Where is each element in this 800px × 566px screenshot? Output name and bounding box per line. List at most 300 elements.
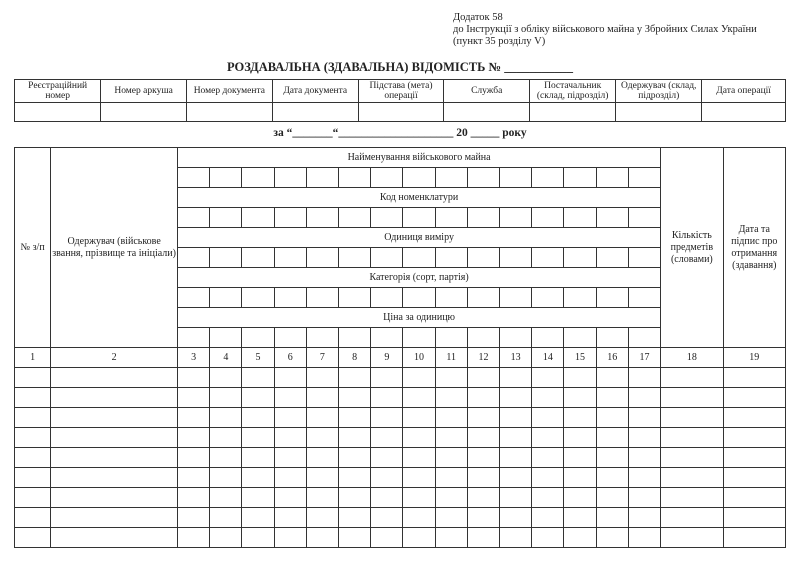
table-cell[interactable] bbox=[15, 388, 51, 408]
table-cell[interactable] bbox=[596, 528, 628, 548]
column-number: 14 bbox=[532, 348, 564, 368]
col-quantity-header: Кількість предметів (словами) bbox=[661, 148, 723, 348]
table-cell[interactable] bbox=[500, 388, 532, 408]
band-sub-cell[interactable] bbox=[435, 208, 467, 228]
table-cell[interactable] bbox=[15, 368, 51, 388]
band-sub-cell[interactable] bbox=[435, 288, 467, 308]
table-cell[interactable] bbox=[178, 388, 210, 408]
table-cell[interactable] bbox=[435, 408, 467, 428]
table-cell[interactable] bbox=[210, 448, 242, 468]
band-sub-cell[interactable] bbox=[242, 328, 274, 348]
band-sub-cell[interactable] bbox=[274, 248, 306, 268]
table-row[interactable] bbox=[15, 508, 786, 528]
annex-line-3: (пункт 35 розділу V) bbox=[453, 36, 546, 47]
band-label: Категорія (сорт, партія) bbox=[178, 268, 661, 288]
table-cell[interactable] bbox=[532, 488, 564, 508]
table-cell[interactable] bbox=[51, 508, 178, 528]
table-cell[interactable] bbox=[178, 488, 210, 508]
table-cell[interactable] bbox=[210, 468, 242, 488]
band-sub-cell[interactable] bbox=[435, 168, 467, 188]
table-cell[interactable] bbox=[661, 468, 723, 488]
table-cell[interactable] bbox=[178, 468, 210, 488]
band-sub-cell[interactable] bbox=[371, 208, 403, 228]
band-sub-cell[interactable] bbox=[210, 168, 242, 188]
table-cell[interactable] bbox=[467, 528, 499, 548]
table-cell[interactable] bbox=[532, 368, 564, 388]
column-number: 12 bbox=[467, 348, 499, 368]
table-cell[interactable] bbox=[178, 428, 210, 448]
band-sub-cell[interactable] bbox=[628, 248, 660, 268]
table-cell[interactable] bbox=[274, 528, 306, 548]
table-cell[interactable] bbox=[467, 408, 499, 428]
table-cell[interactable] bbox=[403, 508, 435, 528]
document-title: РОЗДАВАЛЬНА (ЗДАВАЛЬНА) ВІДОМІСТЬ № ___________ bbox=[227, 60, 573, 74]
table-cell[interactable] bbox=[51, 388, 178, 408]
column-number: 19 bbox=[723, 348, 785, 368]
table-cell[interactable] bbox=[242, 368, 274, 388]
band-sub-cell[interactable] bbox=[178, 328, 210, 348]
table-cell[interactable] bbox=[467, 428, 499, 448]
table-cell[interactable] bbox=[371, 528, 403, 548]
table-cell[interactable] bbox=[661, 448, 723, 468]
table-cell[interactable] bbox=[51, 468, 178, 488]
table-cell[interactable] bbox=[564, 428, 596, 448]
band-sub-cell[interactable] bbox=[242, 208, 274, 228]
table-cell[interactable] bbox=[723, 528, 785, 548]
annex-line-2: до Інструкції з обліку військового майна у Збройних Силах України bbox=[453, 24, 757, 35]
table-cell[interactable] bbox=[15, 448, 51, 468]
header-entry-cell[interactable] bbox=[186, 103, 272, 122]
table-row[interactable] bbox=[15, 468, 786, 488]
table-cell[interactable] bbox=[178, 528, 210, 548]
header-entry-cell[interactable] bbox=[444, 103, 530, 122]
table-cell[interactable] bbox=[532, 448, 564, 468]
table-cell[interactable] bbox=[242, 448, 274, 468]
table-cell[interactable] bbox=[500, 428, 532, 448]
table-cell[interactable] bbox=[500, 448, 532, 468]
table-cell[interactable] bbox=[51, 528, 178, 548]
table-cell[interactable] bbox=[210, 508, 242, 528]
band-sub-cell[interactable] bbox=[564, 288, 596, 308]
table-cell[interactable] bbox=[723, 468, 785, 488]
table-cell[interactable] bbox=[274, 368, 306, 388]
table-cell[interactable] bbox=[403, 488, 435, 508]
column-number: 18 bbox=[661, 348, 723, 368]
table-cell[interactable] bbox=[564, 368, 596, 388]
table-cell[interactable] bbox=[723, 428, 785, 448]
header-entry-cell[interactable] bbox=[358, 103, 444, 122]
table-cell[interactable] bbox=[371, 428, 403, 448]
table-cell[interactable] bbox=[500, 408, 532, 428]
header-entry-cell[interactable] bbox=[101, 103, 187, 122]
table-cell[interactable] bbox=[564, 408, 596, 428]
table-cell[interactable] bbox=[339, 508, 371, 528]
band-sub-cell[interactable] bbox=[628, 168, 660, 188]
table-cell[interactable] bbox=[596, 388, 628, 408]
band-sub-cell[interactable] bbox=[371, 328, 403, 348]
table-cell[interactable] bbox=[661, 408, 723, 428]
column-number: 8 bbox=[339, 348, 371, 368]
table-cell[interactable] bbox=[628, 468, 660, 488]
column-numbers-row bbox=[15, 348, 786, 368]
header-col-op-date: Дата операції bbox=[702, 80, 786, 103]
table-cell[interactable] bbox=[403, 528, 435, 548]
table-cell[interactable] bbox=[306, 428, 338, 448]
table-cell[interactable] bbox=[500, 528, 532, 548]
table-cell[interactable] bbox=[723, 448, 785, 468]
table-cell[interactable] bbox=[500, 508, 532, 528]
table-cell[interactable] bbox=[242, 468, 274, 488]
table-cell[interactable] bbox=[564, 528, 596, 548]
table-cell[interactable] bbox=[339, 488, 371, 508]
table-cell[interactable] bbox=[274, 468, 306, 488]
band-sub-cell[interactable] bbox=[339, 328, 371, 348]
table-cell[interactable] bbox=[532, 428, 564, 448]
table-cell[interactable] bbox=[371, 488, 403, 508]
band-sub-cell[interactable] bbox=[532, 248, 564, 268]
band-sub-cell[interactable] bbox=[500, 288, 532, 308]
table-cell[interactable] bbox=[178, 368, 210, 388]
table-cell[interactable] bbox=[596, 488, 628, 508]
table-cell[interactable] bbox=[371, 388, 403, 408]
table-cell[interactable] bbox=[596, 368, 628, 388]
table-cell[interactable] bbox=[274, 408, 306, 428]
band-sub-cell[interactable] bbox=[467, 168, 499, 188]
column-number: 16 bbox=[596, 348, 628, 368]
table-cell[interactable] bbox=[210, 488, 242, 508]
table-cell[interactable] bbox=[628, 428, 660, 448]
band-sub-cell[interactable] bbox=[564, 248, 596, 268]
band-sub-cell[interactable] bbox=[403, 288, 435, 308]
column-number: 9 bbox=[371, 348, 403, 368]
band-sub-cell[interactable] bbox=[403, 168, 435, 188]
table-cell[interactable] bbox=[628, 508, 660, 528]
table-cell[interactable] bbox=[242, 388, 274, 408]
column-number: 15 bbox=[564, 348, 596, 368]
table-cell[interactable] bbox=[467, 508, 499, 528]
main-header-row bbox=[15, 148, 786, 168]
header-entry-cell[interactable] bbox=[702, 103, 786, 122]
table-cell[interactable] bbox=[435, 508, 467, 528]
table-cell[interactable] bbox=[723, 508, 785, 528]
band-sub-cell[interactable] bbox=[532, 328, 564, 348]
band-sub-cell[interactable] bbox=[371, 248, 403, 268]
band-sub-cell[interactable] bbox=[371, 168, 403, 188]
table-cell[interactable] bbox=[564, 468, 596, 488]
table-cell[interactable] bbox=[723, 368, 785, 388]
table-cell[interactable] bbox=[339, 428, 371, 448]
table-cell[interactable] bbox=[178, 448, 210, 468]
band-sub-cell[interactable] bbox=[178, 248, 210, 268]
band-sub-cell[interactable] bbox=[500, 328, 532, 348]
band-sub-cell[interactable] bbox=[435, 248, 467, 268]
table-cell[interactable] bbox=[306, 408, 338, 428]
table-cell[interactable] bbox=[435, 428, 467, 448]
table-cell[interactable] bbox=[403, 468, 435, 488]
column-number: 2 bbox=[51, 348, 178, 368]
table-cell[interactable] bbox=[435, 528, 467, 548]
table-cell[interactable] bbox=[371, 508, 403, 528]
column-number: 5 bbox=[242, 348, 274, 368]
table-cell[interactable] bbox=[274, 508, 306, 528]
table-cell[interactable] bbox=[274, 488, 306, 508]
table-cell[interactable] bbox=[210, 388, 242, 408]
table-cell[interactable] bbox=[467, 448, 499, 468]
band-sub-cell[interactable] bbox=[339, 208, 371, 228]
band-sub-cell[interactable] bbox=[178, 168, 210, 188]
band-sub-cell[interactable] bbox=[210, 288, 242, 308]
table-cell[interactable] bbox=[306, 388, 338, 408]
band-label: Ціна за одиницю bbox=[178, 308, 661, 328]
col-signature-header: Дата та підпис про отримання (здавання) bbox=[723, 148, 785, 348]
table-cell[interactable] bbox=[306, 488, 338, 508]
table-cell[interactable] bbox=[15, 508, 51, 528]
table-cell[interactable] bbox=[723, 488, 785, 508]
table-cell[interactable] bbox=[339, 468, 371, 488]
annex-note bbox=[453, 12, 757, 48]
table-cell[interactable] bbox=[274, 388, 306, 408]
table-cell[interactable] bbox=[242, 428, 274, 448]
table-cell[interactable] bbox=[532, 508, 564, 528]
band-sub-cell[interactable] bbox=[306, 288, 338, 308]
table-cell[interactable] bbox=[15, 528, 51, 548]
band-sub-cell[interactable] bbox=[467, 248, 499, 268]
table-cell[interactable] bbox=[371, 408, 403, 428]
band-sub-cell[interactable] bbox=[596, 208, 628, 228]
header-entry-cell[interactable] bbox=[272, 103, 358, 122]
table-cell[interactable] bbox=[210, 368, 242, 388]
band-sub-cell[interactable] bbox=[532, 168, 564, 188]
table-cell[interactable] bbox=[339, 408, 371, 428]
band-sub-cell[interactable] bbox=[500, 168, 532, 188]
table-cell[interactable] bbox=[661, 368, 723, 388]
table-row[interactable] bbox=[15, 488, 786, 508]
table-cell[interactable] bbox=[339, 528, 371, 548]
band-sub-cell[interactable] bbox=[532, 208, 564, 228]
table-cell[interactable] bbox=[403, 428, 435, 448]
table-cell[interactable] bbox=[51, 448, 178, 468]
band-sub-cell[interactable] bbox=[403, 248, 435, 268]
table-cell[interactable] bbox=[339, 388, 371, 408]
header-table-labels bbox=[15, 80, 786, 103]
band-sub-cell[interactable] bbox=[435, 328, 467, 348]
table-row[interactable] bbox=[15, 388, 786, 408]
band-sub-cell[interactable] bbox=[306, 208, 338, 228]
table-cell[interactable] bbox=[661, 488, 723, 508]
band-sub-cell[interactable] bbox=[274, 328, 306, 348]
band-sub-cell[interactable] bbox=[274, 168, 306, 188]
table-cell[interactable] bbox=[51, 488, 178, 508]
table-cell[interactable] bbox=[628, 488, 660, 508]
table-cell[interactable] bbox=[242, 508, 274, 528]
column-number: 7 bbox=[306, 348, 338, 368]
table-row[interactable] bbox=[15, 528, 786, 548]
table-cell[interactable] bbox=[210, 528, 242, 548]
header-entry-cell[interactable] bbox=[530, 103, 616, 122]
table-cell[interactable] bbox=[242, 488, 274, 508]
table-cell[interactable] bbox=[403, 388, 435, 408]
table-cell[interactable] bbox=[532, 528, 564, 548]
table-row[interactable] bbox=[15, 408, 786, 428]
band-sub-cell[interactable] bbox=[274, 288, 306, 308]
band-sub-cell[interactable] bbox=[628, 208, 660, 228]
table-cell[interactable] bbox=[306, 448, 338, 468]
table-cell[interactable] bbox=[564, 448, 596, 468]
table-cell[interactable] bbox=[596, 468, 628, 488]
band-sub-cell[interactable] bbox=[339, 288, 371, 308]
band-sub-cell[interactable] bbox=[467, 208, 499, 228]
band-sub-cell[interactable] bbox=[274, 208, 306, 228]
band-sub-cell[interactable] bbox=[306, 168, 338, 188]
header-entry-cell[interactable] bbox=[15, 103, 101, 122]
table-cell[interactable] bbox=[15, 488, 51, 508]
table-cell[interactable] bbox=[306, 528, 338, 548]
table-cell[interactable] bbox=[210, 408, 242, 428]
table-cell[interactable] bbox=[564, 508, 596, 528]
table-cell[interactable] bbox=[435, 368, 467, 388]
table-cell[interactable] bbox=[564, 488, 596, 508]
table-cell[interactable] bbox=[467, 368, 499, 388]
table-cell[interactable] bbox=[532, 468, 564, 488]
table-cell[interactable] bbox=[51, 408, 178, 428]
table-cell[interactable] bbox=[51, 428, 178, 448]
table-cell[interactable] bbox=[15, 428, 51, 448]
band-sub-cell[interactable] bbox=[210, 208, 242, 228]
table-cell[interactable] bbox=[500, 488, 532, 508]
band-sub-cell[interactable] bbox=[371, 288, 403, 308]
header-col-supplier: Постачальник (склад, підрозділ) bbox=[530, 80, 616, 103]
band-sub-cell[interactable] bbox=[564, 168, 596, 188]
table-cell[interactable] bbox=[403, 448, 435, 468]
band-sub-cell[interactable] bbox=[596, 288, 628, 308]
band-sub-cell[interactable] bbox=[532, 288, 564, 308]
table-row[interactable] bbox=[15, 448, 786, 468]
band-sub-cell[interactable] bbox=[242, 248, 274, 268]
band-sub-cell[interactable] bbox=[500, 248, 532, 268]
table-cell[interactable] bbox=[532, 388, 564, 408]
header-col-basis: Підстава (мета) операції bbox=[358, 80, 444, 103]
table-cell[interactable] bbox=[628, 448, 660, 468]
table-cell[interactable] bbox=[306, 508, 338, 528]
table-cell[interactable] bbox=[467, 468, 499, 488]
column-number: 3 bbox=[178, 348, 210, 368]
table-cell[interactable] bbox=[628, 528, 660, 548]
band-sub-cell[interactable] bbox=[467, 288, 499, 308]
header-table-entry-row[interactable] bbox=[15, 103, 786, 122]
table-cell[interactable] bbox=[596, 428, 628, 448]
table-cell[interactable] bbox=[596, 448, 628, 468]
table-cell[interactable] bbox=[242, 408, 274, 428]
table-cell[interactable] bbox=[435, 448, 467, 468]
column-number: 11 bbox=[435, 348, 467, 368]
table-cell[interactable] bbox=[661, 528, 723, 548]
band-sub-cell[interactable] bbox=[306, 248, 338, 268]
band-sub-cell[interactable] bbox=[210, 248, 242, 268]
band-sub-cell[interactable] bbox=[564, 208, 596, 228]
band-sub-cell[interactable] bbox=[210, 328, 242, 348]
band-sub-cell[interactable] bbox=[242, 168, 274, 188]
band-sub-cell[interactable] bbox=[596, 328, 628, 348]
table-cell[interactable] bbox=[596, 508, 628, 528]
band-sub-cell[interactable] bbox=[628, 328, 660, 348]
table-cell[interactable] bbox=[339, 368, 371, 388]
table-cell[interactable] bbox=[242, 528, 274, 548]
table-cell[interactable] bbox=[435, 388, 467, 408]
band-sub-cell[interactable] bbox=[178, 288, 210, 308]
band-sub-cell[interactable] bbox=[178, 208, 210, 228]
table-cell[interactable] bbox=[210, 428, 242, 448]
table-cell[interactable] bbox=[306, 468, 338, 488]
table-cell[interactable] bbox=[467, 488, 499, 508]
table-cell[interactable] bbox=[403, 408, 435, 428]
table-cell[interactable] bbox=[723, 408, 785, 428]
band-sub-cell[interactable] bbox=[500, 208, 532, 228]
table-cell[interactable] bbox=[15, 468, 51, 488]
table-cell[interactable] bbox=[500, 368, 532, 388]
band-sub-cell[interactable] bbox=[596, 168, 628, 188]
band-sub-cell[interactable] bbox=[564, 328, 596, 348]
table-cell[interactable] bbox=[500, 468, 532, 488]
column-number: 4 bbox=[210, 348, 242, 368]
band-sub-cell[interactable] bbox=[628, 288, 660, 308]
table-cell[interactable] bbox=[274, 448, 306, 468]
band-sub-cell[interactable] bbox=[596, 248, 628, 268]
table-cell[interactable] bbox=[371, 468, 403, 488]
table-cell[interactable] bbox=[564, 388, 596, 408]
table-cell[interactable] bbox=[661, 388, 723, 408]
col-recipient-header: Одержувач (військове звання, прізвище та ініціали) bbox=[51, 148, 178, 348]
table-cell[interactable] bbox=[306, 368, 338, 388]
table-cell[interactable] bbox=[15, 408, 51, 428]
main-table bbox=[14, 147, 786, 548]
table-row[interactable] bbox=[15, 428, 786, 448]
table-cell[interactable] bbox=[628, 388, 660, 408]
band-label: Найменування військового майна bbox=[178, 148, 661, 168]
table-cell[interactable] bbox=[661, 428, 723, 448]
table-cell[interactable] bbox=[723, 388, 785, 408]
header-entry-cell[interactable] bbox=[616, 103, 702, 122]
table-row[interactable] bbox=[15, 368, 786, 388]
table-cell[interactable] bbox=[339, 448, 371, 468]
table-cell[interactable] bbox=[628, 368, 660, 388]
table-cell[interactable] bbox=[51, 368, 178, 388]
table-cell[interactable] bbox=[628, 408, 660, 428]
header-col-doc-date: Дата документа bbox=[272, 80, 358, 103]
band-sub-cell[interactable] bbox=[242, 288, 274, 308]
header-table bbox=[14, 79, 786, 122]
band-sub-cell[interactable] bbox=[467, 328, 499, 348]
table-cell[interactable] bbox=[274, 428, 306, 448]
band-sub-cell[interactable] bbox=[403, 328, 435, 348]
header-col-sheet-number: Номер аркуша bbox=[101, 80, 187, 103]
band-sub-cell[interactable] bbox=[339, 168, 371, 188]
table-cell[interactable] bbox=[596, 408, 628, 428]
band-sub-cell[interactable] bbox=[339, 248, 371, 268]
table-cell[interactable] bbox=[435, 468, 467, 488]
table-cell[interactable] bbox=[371, 448, 403, 468]
header-col-doc-number: Номер документа bbox=[186, 80, 272, 103]
table-cell[interactable] bbox=[178, 408, 210, 428]
band-sub-cell[interactable] bbox=[306, 328, 338, 348]
table-cell[interactable] bbox=[532, 408, 564, 428]
table-cell[interactable] bbox=[178, 508, 210, 528]
table-cell[interactable] bbox=[403, 368, 435, 388]
table-cell[interactable] bbox=[467, 388, 499, 408]
band-sub-cell[interactable] bbox=[403, 208, 435, 228]
table-cell[interactable] bbox=[661, 508, 723, 528]
table-cell[interactable] bbox=[371, 368, 403, 388]
table-cell[interactable] bbox=[435, 488, 467, 508]
